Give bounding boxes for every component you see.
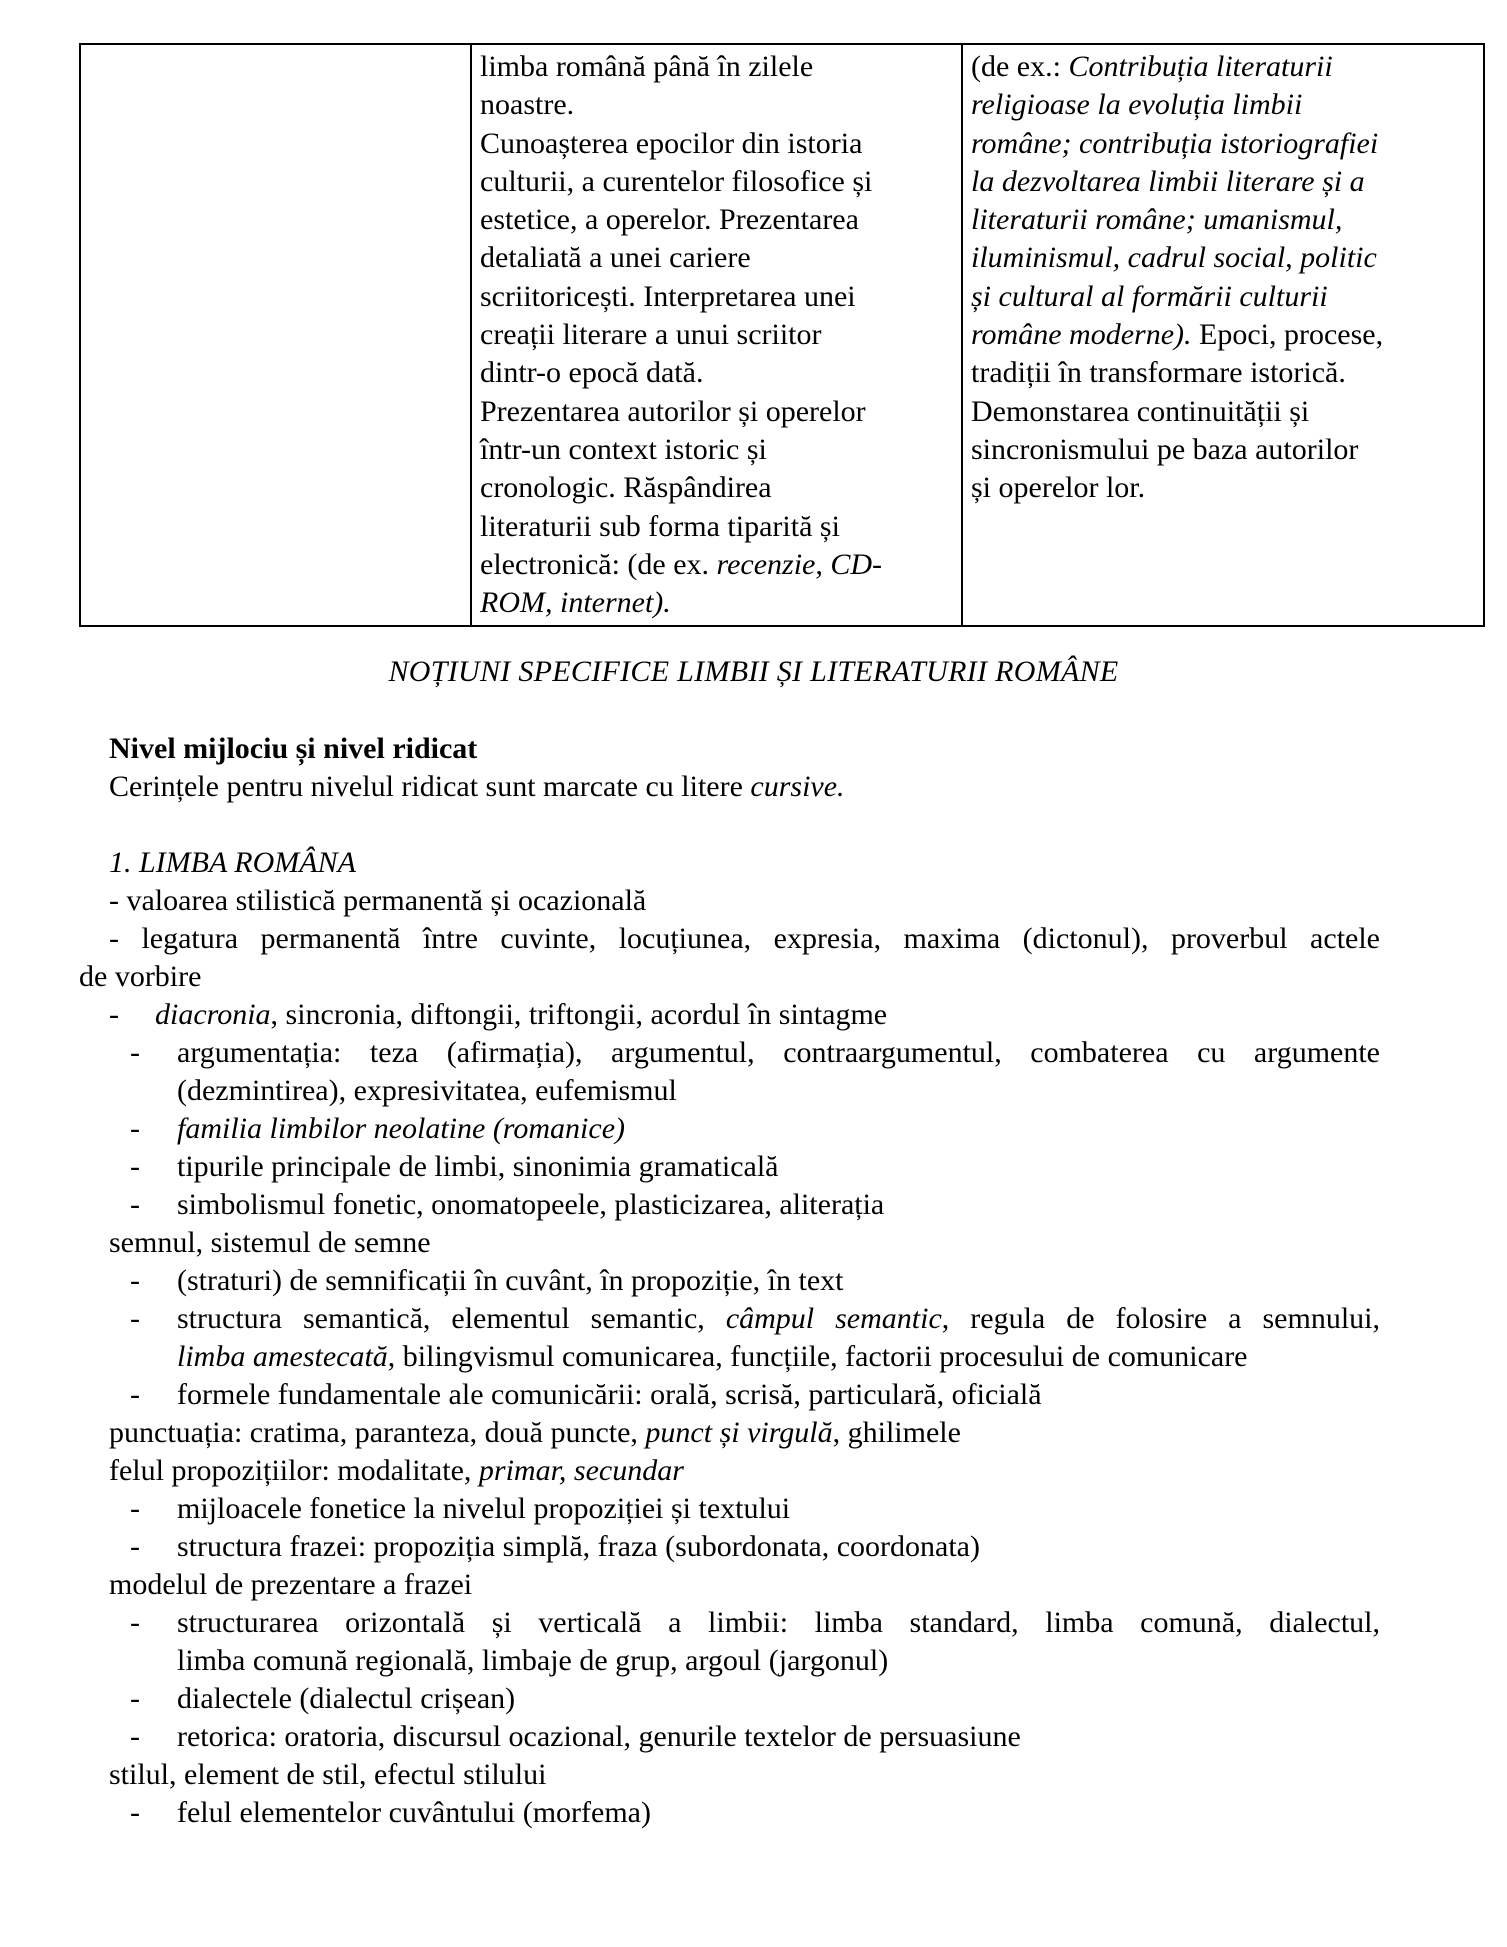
cell-text-line: detaliată a unei cariere [480,241,751,275]
list-dash: - [130,1378,140,1411]
list-item: simbolismul fonetic, onomatopeele, plasticizarea, aliterația [177,1188,885,1221]
curriculum-table [79,43,1485,627]
cell-text-line: culturii, a curentelor filosofice și [480,164,873,198]
table-cell-content [471,44,962,626]
cell-text-line: creații literare a unui scriitor [480,318,822,352]
italic-text: cursive. [750,770,845,803]
level-title: Nivel mijlociu și nivel ridicat [109,732,478,765]
text-span: Cerințele pentru nivelul ridicat sunt marcate cu litere [109,770,751,803]
cell-text-lines [480,48,953,546]
italic-text: câmpul semantic [725,1302,942,1335]
list-dash: - [130,1112,140,1145]
table-row [80,44,1484,626]
text-span: , bilingvismul comunicarea, funcțiile, factorii procesului de comunicare [387,1340,1248,1373]
text-span: Epoci, procese, [1191,318,1384,352]
list-item: - legatura permanentă între cuvinte, locuțiunea, expresia, maxima (dictonul), proverbul actele [109,922,1380,955]
italic-text: române moderne). [971,318,1192,352]
cell-text-line: ROM, internet). [480,586,671,620]
list-item: formele fundamentale ale comunicării: orală, scrisă, particulară, oficială [177,1378,1042,1411]
cell-text-line: și cultural al formării culturii [971,279,1328,313]
text-span: felul propozițiilor: modalitate, [109,1454,479,1487]
list-dash: - [130,1682,140,1715]
list-item: (straturi) de semnificații în cuvânt, în propoziție, în text [177,1264,844,1297]
table-cell-empty [80,44,471,626]
cell-text-line: dintr-o epocă dată. [480,356,704,390]
cell-text-line: cronologic. Răspândirea [480,471,772,505]
cell-text-line: sincronismului pe baza autorilor [971,432,1359,466]
list-item: modelul de prezentare a frazei [109,1568,473,1601]
list-item: felul elementelor cuvântului (morfema) [177,1796,651,1829]
cell-text-line: noastre. [480,88,575,122]
cell-text-line: Cunoașterea epocilor din istoria [480,126,863,160]
cell-text-line: la dezvoltarea limbii literare și a [971,164,1365,198]
cell-text-line [480,546,953,584]
cell-text-line: într-un context istoric și [480,432,767,466]
list-dash: - [130,1796,140,1829]
list-dash: - [130,1530,140,1563]
cell-text-line: tradiții în transformare istorică. [971,356,1346,390]
text-span: structura semantică, elementul semantic, [177,1302,726,1335]
cell-text-line: Prezentarea autorilor și operelor [480,394,866,428]
list-item [109,1414,961,1452]
cell-text-line: literaturii române; umanismul, [971,203,1343,237]
list-dash: - [109,998,119,1031]
text-span: punctuația: cratima, paranteza, două puncte, [109,1416,646,1449]
cell-text-line [971,48,1475,86]
cell-text-line: scriitoricești. Interpretarea unei [480,279,856,313]
section-heading: NOȚIUNI SPECIFICE LIMBII ȘI LITERATURII ROMÂNE [388,655,1119,688]
list-item: argumentația: teza (afirmația), argumentul, contraargumentul, combaterea cu argumente [177,1036,1380,1069]
list-dash: - [130,1492,140,1525]
text-span: electronică: (de ex. [480,547,717,581]
text-span: (de ex.: [971,50,1069,83]
section-title: 1. LIMBA ROMÂNA [109,846,356,879]
list-item: dialectele (dialectul crișean) [177,1682,516,1715]
cell-text-line: și operelor lor. [971,471,1146,505]
list-dash: - [130,1036,140,1069]
list-dash: - [130,1720,140,1753]
cell-text-line [971,316,1475,354]
list-item [109,1452,684,1490]
list-item: familia limbilor neolatine (romanice) [177,1112,625,1145]
italic-text: Contribuția literaturii [1068,50,1333,83]
cell-text-line: estetice, a operelor. Prezentarea [480,203,859,237]
text-span: , sincronia, diftongii, triftongii, acordul în sintagme [270,998,888,1031]
cell-text-line: limba română până în zilele [480,50,814,83]
table-cell-content [962,44,1484,626]
cell-text-line: religioase la evoluția limbii [971,88,1303,122]
italic-text: punct și virgulă [645,1416,833,1449]
italic-text: primar, secundar [478,1454,684,1487]
list-item [177,1300,1380,1338]
cell-text-line: iluminismul, cadrul social, politic [971,241,1377,275]
list-item [155,996,887,1034]
list-item: structura frazei: propoziția simplă, fraza (subordonata, coordonata) [177,1530,980,1563]
list-item: structurarea orizontală și verticală a limbii: limba standard, limba comună, dialectul, [177,1606,1380,1639]
list-item: stilul, element de stil, efectul stilului [109,1758,547,1791]
list-item: semnul, sistemul de semne [109,1226,431,1259]
list-dash: - [130,1606,140,1639]
italic-text: diacronia [155,998,271,1031]
list-dash: - [130,1188,140,1221]
cell-italic-lines [971,86,1475,316]
cell-text-line: Demonstarea continuității și [971,394,1310,428]
cell-text-lines [971,354,1475,507]
list-dash: - [130,1302,140,1335]
text-span: , regula de folosire a semnului, [941,1302,1380,1335]
cell-text-line: române; contribuția istoriografiei [971,126,1379,160]
cell-text-line: literaturii sub forma tiparită și [480,509,840,543]
list-item-continuation [177,1338,1248,1376]
list-dash: - [130,1264,140,1297]
italic-text: limba amestecată [177,1340,388,1373]
list-item-continuation: (dezmintirea), expresivitatea, eufemismul [177,1074,677,1107]
italic-text: recenzie, CD- [716,547,883,581]
list-item: tipurile principale de limbi, sinonimia gramaticală [177,1150,779,1183]
requirement-note [109,768,845,806]
list-dash: - [130,1150,140,1183]
list-item-continuation: de vorbire [79,960,202,993]
list-item-continuation: limba comună regională, limbaje de grup, argoul (jargonul) [177,1644,889,1677]
list-item: mijloacele fonetice la nivelul propoziției și textului [177,1492,791,1525]
text-span: , ghilimele [832,1416,961,1449]
list-item: - valoarea stilistică permanentă și ocazională [109,884,647,917]
list-item: retorica: oratoria, discursul ocazional, genurile textelor de persuasiune [177,1720,1021,1753]
